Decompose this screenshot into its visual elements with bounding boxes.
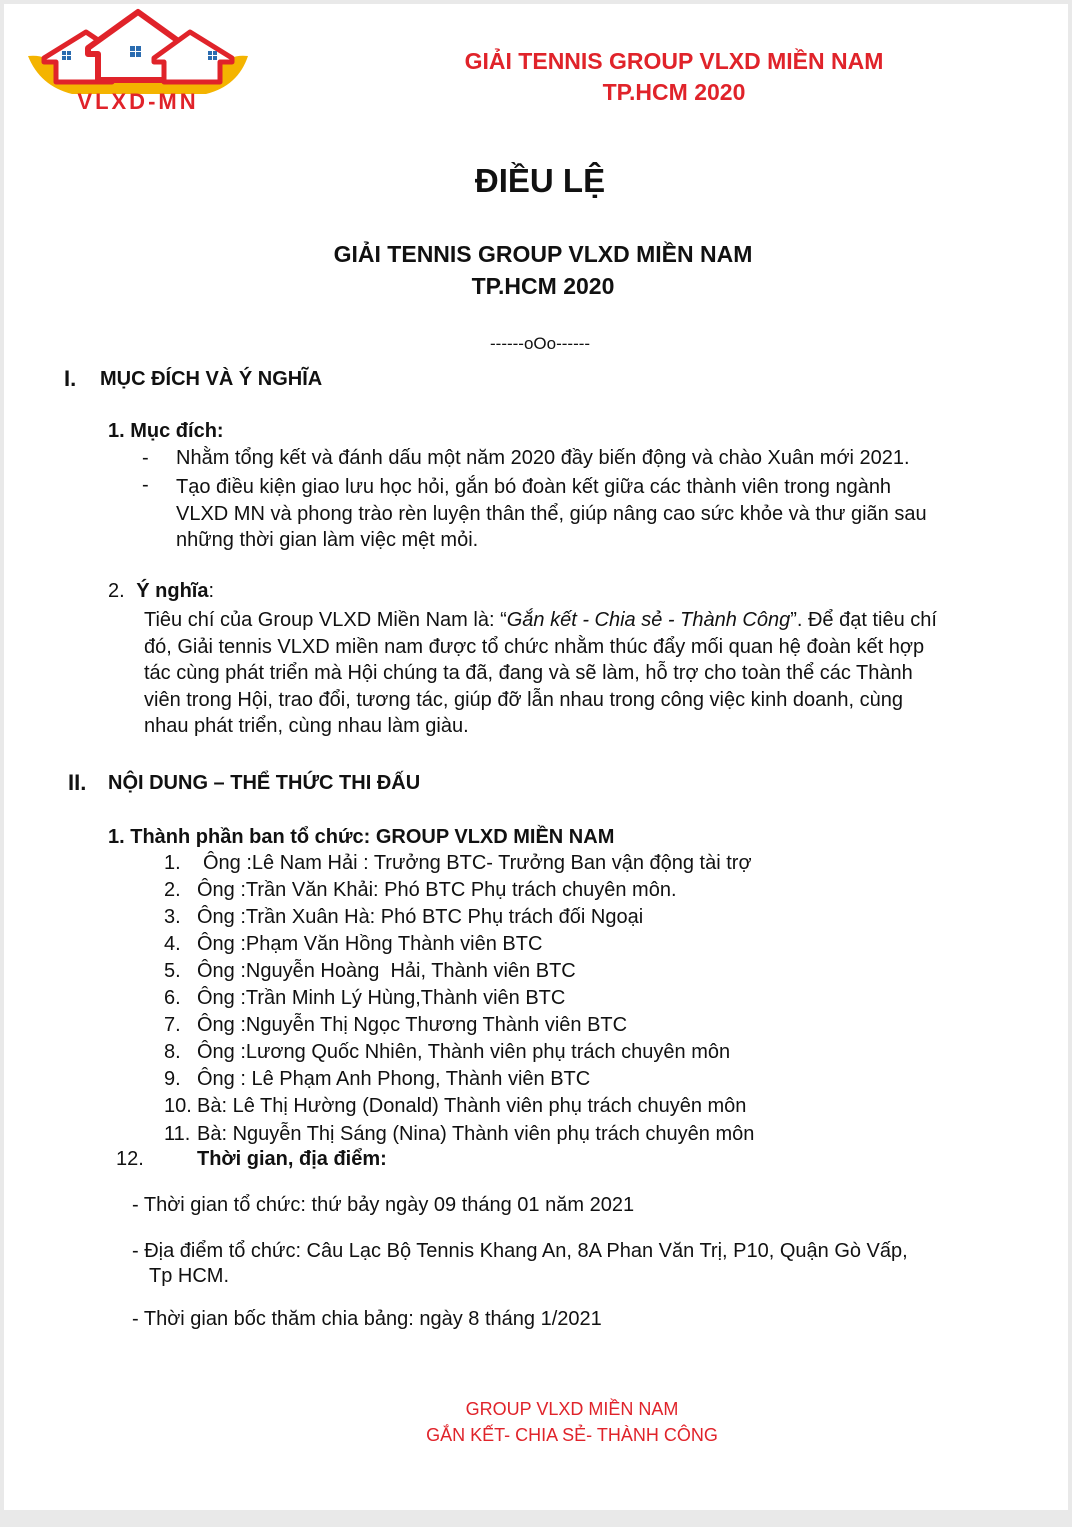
header-title-line2: TP.HCM 2020 xyxy=(602,79,746,105)
meaning-text-after: ”. Để đạt tiêu chí xyxy=(790,609,937,631)
subtitle-line1: GIẢI TENNIS GROUP VLXD MIỀN NAM xyxy=(333,241,753,267)
meaning-line: đó, Giải tennis VLXD miền nam được tổ chức nhằm thúc đẩy mối quan hệ đoàn kết hợp xyxy=(144,635,925,658)
meaning-colon: : xyxy=(208,580,215,602)
member-text: Ông :Nguyễn Hoàng Hải, Thành viên BTC xyxy=(197,960,576,982)
bullet-dash: - xyxy=(142,474,149,496)
member-text: Ông :Lê Nam Hải : Trưởng BTC- Trưởng Ban vận động tài trợ xyxy=(203,852,752,874)
member-number: 9. xyxy=(164,1068,181,1090)
member-text: Ông :Trần Minh Lý Hùng,Thành viên BTC xyxy=(197,987,566,1009)
section2-number: II. xyxy=(68,770,87,795)
meaning-paragraph xyxy=(144,607,937,740)
member-number: 8. xyxy=(164,1041,181,1063)
meaning-line: nhau phát triển, cùng nhau làm giàu. xyxy=(144,715,469,737)
meaning-text-start: Tiêu chí của Group VLXD Miền Nam là: “ xyxy=(144,609,507,631)
purpose-bullet2-line: Tạo điều kiện giao lưu học hỏi, gắn bó đoàn kết giữa các thành viên trong ngành xyxy=(176,476,892,498)
vlxd-logo xyxy=(26,8,250,114)
meaning-line: viên trong Hội, trao đổi, tương tác, giúp đỡ lẫn nhau trong công việc kinh doanh, cùng xyxy=(144,688,903,711)
meaning-label: Ý nghĩa xyxy=(136,580,209,602)
member-number: 2. xyxy=(164,879,181,901)
member-number: 11. xyxy=(164,1123,191,1145)
member-text: Bà: Nguyễn Thị Sáng (Nina) Thành viên phụ trách chuyên môn xyxy=(197,1123,755,1145)
meaning-number: 2. xyxy=(108,580,125,602)
section1-number: I. xyxy=(64,366,77,391)
member-number: 5. xyxy=(164,960,181,982)
footer-slogan xyxy=(4,1396,1072,1448)
member-text: Ông :Trần Xuân Hà: Phó BTC Phụ trách đối Ngoại xyxy=(197,906,644,928)
slogan-text: Gắn kết - Chia sẻ - Thành Công xyxy=(506,609,791,631)
house-hands-logo-icon xyxy=(26,8,250,114)
member-number: 7. xyxy=(164,1014,181,1036)
purpose-bullet2-line: những thời gian làm việc mệt mỏi. xyxy=(176,529,479,551)
svg-text:VLXD-MN: VLXD-MN xyxy=(77,89,199,114)
member-text: Bà: Lê Thị Hường (Donald) Thành viên phụ trách chuyên môn xyxy=(197,1095,747,1117)
draw-item: - Thời gian bốc thăm chia bảng: ngày 8 tháng 1/2021 xyxy=(132,1308,602,1330)
member-number: 1. xyxy=(164,852,181,874)
member-text: Ông :Phạm Văn Hồng Thành viên BTC xyxy=(197,933,543,955)
separator: ------oOo------ xyxy=(490,334,591,353)
purpose-heading: 1. Mục đích: xyxy=(108,420,224,442)
member-text: Ông :Lương Quốc Nhiên, Thành viên phụ trách chuyên môn xyxy=(197,1041,731,1063)
member-text: Ông : Lê Phạm Anh Phong, Thành viên BTC xyxy=(197,1068,591,1090)
member-number: 3. xyxy=(164,906,181,928)
place-item-line1: - Địa điểm tổ chức: Câu Lạc Bộ Tennis Khang An, 8A Phan Văn Trị, P10, Quận Gò Vấp, xyxy=(132,1240,908,1262)
header-title xyxy=(364,46,984,108)
member-number: 4. xyxy=(164,933,181,955)
time-item: - Thời gian tổ chức: thứ bảy ngày 09 tháng 01 năm 2021 xyxy=(132,1194,635,1216)
section1-title: MỤC ĐÍCH VÀ Ý NGHĨA xyxy=(100,368,323,390)
place-item-line2: Tp HCM. xyxy=(149,1265,229,1287)
member-number: 10. xyxy=(164,1095,192,1117)
purpose-bullet1: Nhằm tổng kết và đánh dấu một năm 2020 đầy biến động và chào Xuân mới 2021. xyxy=(176,447,910,469)
footer-line1: GROUP VLXD MIỀN NAM xyxy=(465,1399,679,1419)
purpose-bullet2 xyxy=(176,474,927,554)
document-page xyxy=(4,4,1068,1510)
member-text: Ông :Nguyễn Thị Ngọc Thương Thành viên BTC xyxy=(197,1014,628,1036)
meaning-first-line xyxy=(144,607,937,634)
section2-title: NỘI DUNG – THỂ THỨC THI ĐẤU xyxy=(108,772,421,794)
member-number: 6. xyxy=(164,987,181,1009)
footer-line2: GẮN KẾT- CHIA SẺ- THÀNH CÔNG xyxy=(426,1425,718,1445)
document-subtitle xyxy=(4,238,1072,302)
meaning-line: tác cùng phát triển mà Hội chúng ta đã, đang và sẽ làm, hỗ trợ cho toàn thể các Thành xyxy=(144,662,913,684)
bullet-dash: - xyxy=(142,447,149,469)
header-title-line1: GIẢI TENNIS GROUP VLXD MIỀN NAM xyxy=(464,48,884,74)
subtitle-line2: TP.HCM 2020 xyxy=(471,273,615,299)
member-text: Ông :Trần Văn Khải: Phó BTC Phụ trách chuyên môn. xyxy=(197,879,677,901)
time-place-heading: Thời gian, địa điểm: xyxy=(197,1148,387,1170)
time-place-number: 12. xyxy=(116,1148,144,1170)
purpose-bullet2-line: VLXD MN và phong trào rèn luyện thân thể, giúp nâng cao sức khỏe và thư giãn sau xyxy=(176,502,927,525)
document-title: ĐIỀU LỆ xyxy=(474,162,606,199)
organizers-heading: 1. Thành phần ban tổ chức: GROUP VLXD MIỀN NAM xyxy=(108,826,615,848)
meaning-heading xyxy=(108,580,214,603)
